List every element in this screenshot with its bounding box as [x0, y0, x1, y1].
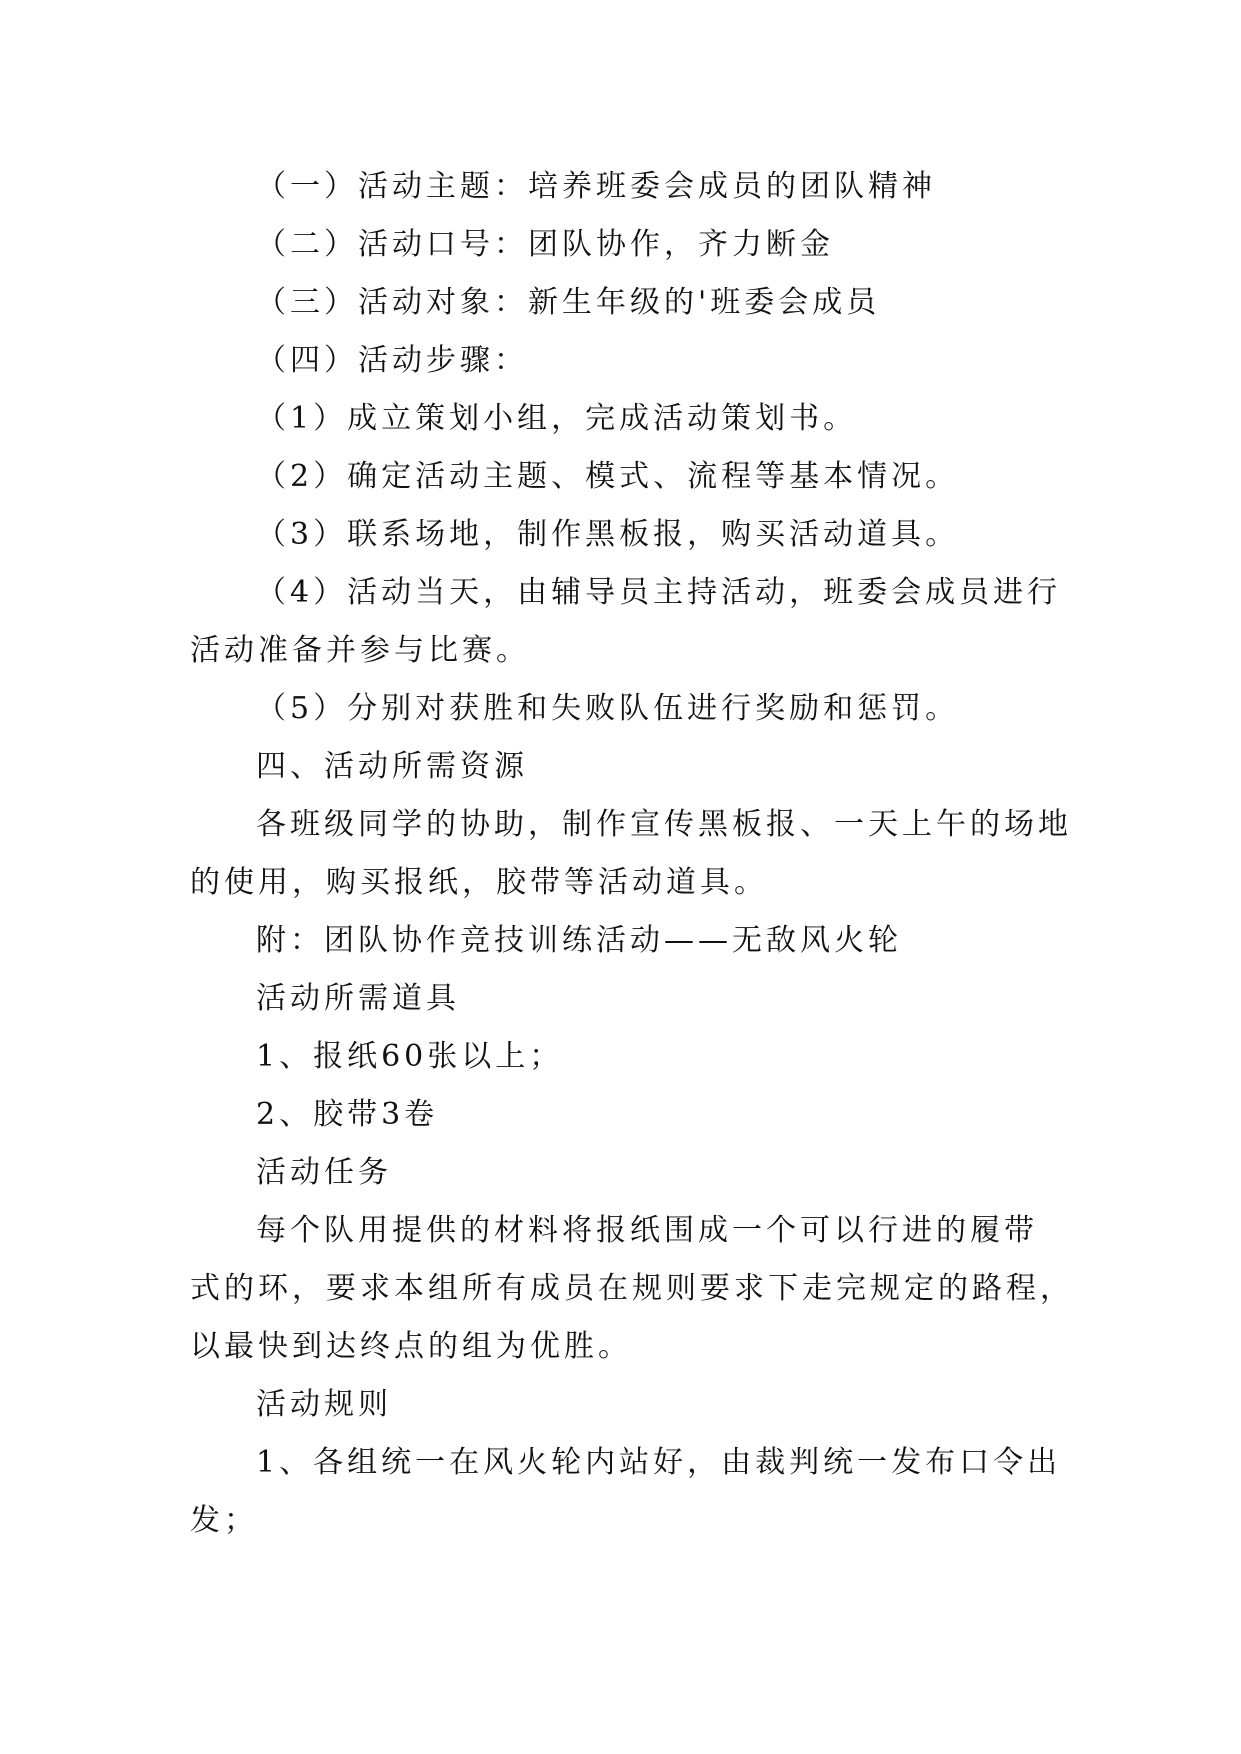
paragraph-line: （一）活动主题：培养班委会成员的团队精神: [256, 169, 936, 204]
list-item: 1、报纸60张以上；: [256, 1039, 564, 1074]
list-item: 发；: [190, 1503, 258, 1538]
subheading: 活动任务: [256, 1155, 392, 1190]
appendix-title: 附：团队协作竞技训练活动——无敌风火轮: [256, 923, 902, 958]
list-item: 2、胶带3卷: [256, 1097, 439, 1132]
document-body: [190, 158, 1074, 1550]
paragraph-line: （三）活动对象：新生年级的'班委会成员: [256, 285, 881, 320]
paragraph-line: 的使用，购买报纸，胶带等活动道具。: [190, 865, 768, 900]
paragraph-line: 活动准备并参与比赛。: [190, 633, 530, 668]
paragraph-line: 每个队用提供的材料将报纸围成一个可以行进的履带: [256, 1213, 1038, 1248]
section-heading: 四、活动所需资源: [256, 749, 528, 784]
paragraph-line: （5）分别对获胜和失败队伍进行奖励和惩罚。: [256, 691, 960, 726]
subheading: 活动规则: [256, 1387, 392, 1422]
paragraph-line: （2）确定活动主题、模式、流程等基本情况。: [256, 459, 960, 494]
subheading: 活动所需道具: [256, 981, 460, 1016]
paragraph-line: 式的环，要求本组所有成员在规则要求下走完规定的路程，: [190, 1271, 1074, 1306]
list-item: 1、各组统一在风火轮内站好，由裁判统一发布口令出: [256, 1445, 1062, 1480]
paragraph-line: （4）活动当天，由辅导员主持活动，班委会成员进行: [256, 575, 1062, 610]
paragraph-line: （1）成立策划小组，完成活动策划书。: [256, 401, 858, 436]
paragraph-line: （二）活动口号：团队协作，齐力断金: [256, 227, 834, 262]
paragraph-line: （四）活动步骤：: [256, 343, 528, 378]
paragraph-line: （3）联系场地，制作黑板报，购买活动道具。: [256, 517, 960, 552]
paragraph-line: 各班级同学的协助，制作宣传黑板报、一天上午的场地: [256, 807, 1072, 842]
paragraph-line: 以最快到达终点的组为优胜。: [190, 1329, 632, 1364]
